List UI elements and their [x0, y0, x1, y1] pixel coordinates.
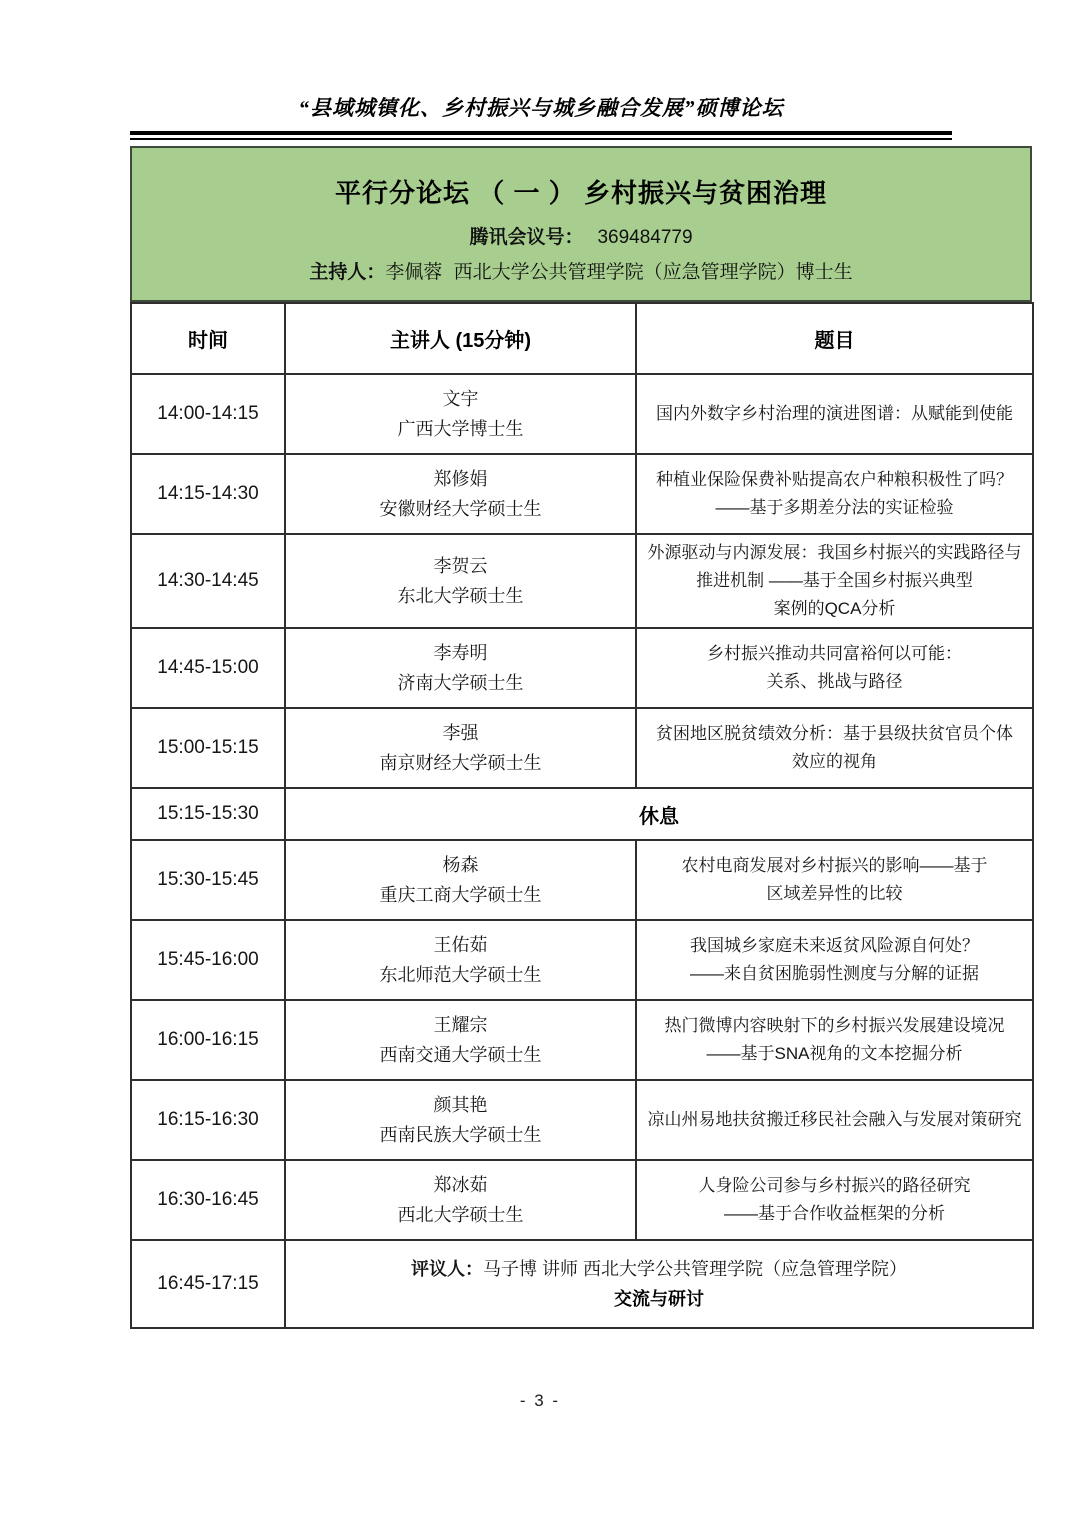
table-row [131, 1000, 1033, 1080]
time-cell: 15:30-15:45 [131, 840, 285, 920]
meeting-number-value: 369484779 [597, 227, 693, 248]
header-topic: 题目 [636, 303, 1033, 374]
topic-cell [636, 1000, 1033, 1080]
topic-cell [636, 840, 1033, 920]
speaker-name: 李强 [442, 723, 479, 743]
speaker-cell [285, 920, 636, 1000]
topic-cell [636, 1080, 1033, 1160]
table-header-row [131, 303, 1033, 374]
speaker-cell [285, 534, 636, 628]
topic-line: ——来自贫困脆弱性测度与分解的证据 [690, 964, 979, 983]
host-value: 李佩蓉 西北大学公共管理学院（应急管理学院）博士生 [385, 262, 853, 283]
table-row [131, 628, 1033, 708]
topic-cell [636, 628, 1033, 708]
time-cell: 16:30-16:45 [131, 1160, 285, 1240]
topic-line: ——基于SNA视角的文本挖掘分析 [706, 1044, 963, 1063]
speaker-affiliation: 西南交通大学硕士生 [379, 1045, 542, 1065]
speaker-affiliation: 重庆工商大学硕士生 [379, 885, 542, 905]
topic-line: 关系、挑战与路径 [766, 672, 903, 691]
speaker-affiliation: 东北师范大学硕士生 [379, 965, 542, 985]
table-row [131, 840, 1033, 920]
topic-line: 热门微博内容映射下的乡村振兴发展建设境况 [664, 1016, 1005, 1035]
topic-line: 区域差异性的比较 [766, 884, 903, 903]
speaker-cell [285, 840, 636, 920]
speaker-name: 杨森 [442, 855, 479, 875]
topic-cell [636, 454, 1033, 534]
speaker-name: 郑修娟 [433, 469, 488, 489]
topic-cell [636, 708, 1033, 788]
time-cell: 14:00-14:15 [131, 374, 285, 454]
topic-line: ——基于多期差分法的实证检验 [715, 498, 954, 517]
page-number: - 3 - [519, 1391, 561, 1410]
speaker-cell [285, 1000, 636, 1080]
document-header-title: “县域城镇化、乡村振兴与城乡融合发展”硕博论坛 [298, 96, 784, 120]
topic-line: ——基于合作收益框架的分析 [724, 1204, 945, 1223]
topic-line: 种植业保险保费补贴提高农户种粮积极性了吗？ [656, 470, 1013, 489]
time-cell: 14:45-15:00 [131, 628, 285, 708]
speaker-cell [285, 1080, 636, 1160]
topic-line: 案例的QCA分析 [773, 599, 896, 618]
time-cell: 14:30-14:45 [131, 534, 285, 628]
table-row [131, 1080, 1033, 1160]
speaker-cell [285, 708, 636, 788]
speaker-name: 颜其艳 [433, 1095, 488, 1115]
discussion-row [131, 1240, 1033, 1328]
table-row [131, 454, 1033, 534]
table-row [131, 534, 1033, 628]
speaker-affiliation: 西南民族大学硕士生 [379, 1125, 542, 1145]
topic-line: 农村电商发展对乡村振兴的影响——基于 [681, 856, 988, 875]
header-time: 时间 [131, 303, 285, 374]
forum-host-line [132, 257, 1030, 284]
topic-cell [636, 374, 1033, 454]
forum-banner [130, 146, 1032, 302]
discussion-cell [285, 1240, 1033, 1328]
topic-line: 人身险公司参与乡村振兴的路径研究 [698, 1176, 971, 1195]
speaker-affiliation: 南京财经大学硕士生 [379, 753, 542, 773]
topic-line: 贫困地区脱贫绩效分析：基于县级扶贫官员个体 [656, 724, 1013, 743]
speaker-cell [285, 628, 636, 708]
topic-cell [636, 920, 1033, 1000]
time-cell: 16:45-17:15 [131, 1240, 285, 1328]
break-row [131, 788, 1033, 840]
time-cell: 15:45-16:00 [131, 920, 285, 1000]
schedule-table [130, 302, 1034, 1329]
meeting-number-label: 腾讯会议号： [469, 227, 584, 248]
closing-line: 交流与研讨 [614, 1289, 704, 1309]
time-cell: 16:15-16:30 [131, 1080, 285, 1160]
topic-line: 国内外数字乡村治理的演进图谱：从赋能到使能 [656, 404, 1013, 423]
speaker-name: 李贺云 [433, 556, 488, 576]
table-row [131, 1160, 1033, 1240]
topic-cell [636, 1160, 1033, 1240]
speaker-name: 郑冰茹 [433, 1175, 488, 1195]
topic-line: 凉山州易地扶贫搬迁移民社会融入与发展对策研究 [647, 1110, 1022, 1129]
topic-line: 乡村振兴推动共同富裕何以可能： [707, 644, 962, 663]
speaker-affiliation: 东北大学硕士生 [397, 586, 524, 606]
forum-meeting-line [132, 222, 1030, 249]
reviewer-line [288, 1254, 1030, 1284]
topic-line: 外源驱动与内源发展：我国乡村振兴的实践路径与 [647, 543, 1022, 562]
table-row [131, 920, 1033, 1000]
host-label: 主持人： [309, 262, 386, 283]
topic-line: 我国城乡家庭未来返贫风险源自何处？ [690, 936, 979, 955]
topic-cell [636, 534, 1033, 628]
topic-line: 效应的视角 [792, 752, 877, 771]
break-label: 休息 [285, 788, 1033, 840]
speaker-affiliation: 济南大学硕士生 [397, 673, 524, 693]
forum-title: 平行分论坛 （ 一 ） 乡村振兴与贫困治理 [335, 178, 827, 208]
speaker-name: 李寿明 [433, 643, 488, 663]
speaker-cell [285, 374, 636, 454]
time-cell: 16:00-16:15 [131, 1000, 285, 1080]
speaker-affiliation: 西北大学硕士生 [397, 1205, 524, 1225]
speaker-affiliation: 安徽财经大学硕士生 [379, 499, 542, 519]
time-cell: 15:15-15:30 [131, 788, 285, 840]
time-cell: 15:00-15:15 [131, 708, 285, 788]
speaker-name: 王佑茹 [433, 935, 488, 955]
table-row [131, 374, 1033, 454]
speaker-name: 王耀宗 [433, 1015, 488, 1035]
speaker-affiliation: 广西大学博士生 [397, 419, 524, 439]
time-cell: 14:15-14:30 [131, 454, 285, 534]
speaker-cell [285, 454, 636, 534]
header-double-rule [130, 131, 952, 140]
topic-line: 推进机制 ——基于全国乡村振兴典型 [696, 571, 973, 590]
speaker-cell [285, 1160, 636, 1240]
header-speaker: 主讲人 (15分钟) [285, 303, 636, 374]
reviewer-value: 马子博 讲师 西北大学公共管理学院（应急管理学院） [483, 1259, 907, 1279]
speaker-name: 文宇 [442, 389, 479, 409]
reviewer-label: 评议人： [411, 1259, 483, 1279]
table-row [131, 708, 1033, 788]
